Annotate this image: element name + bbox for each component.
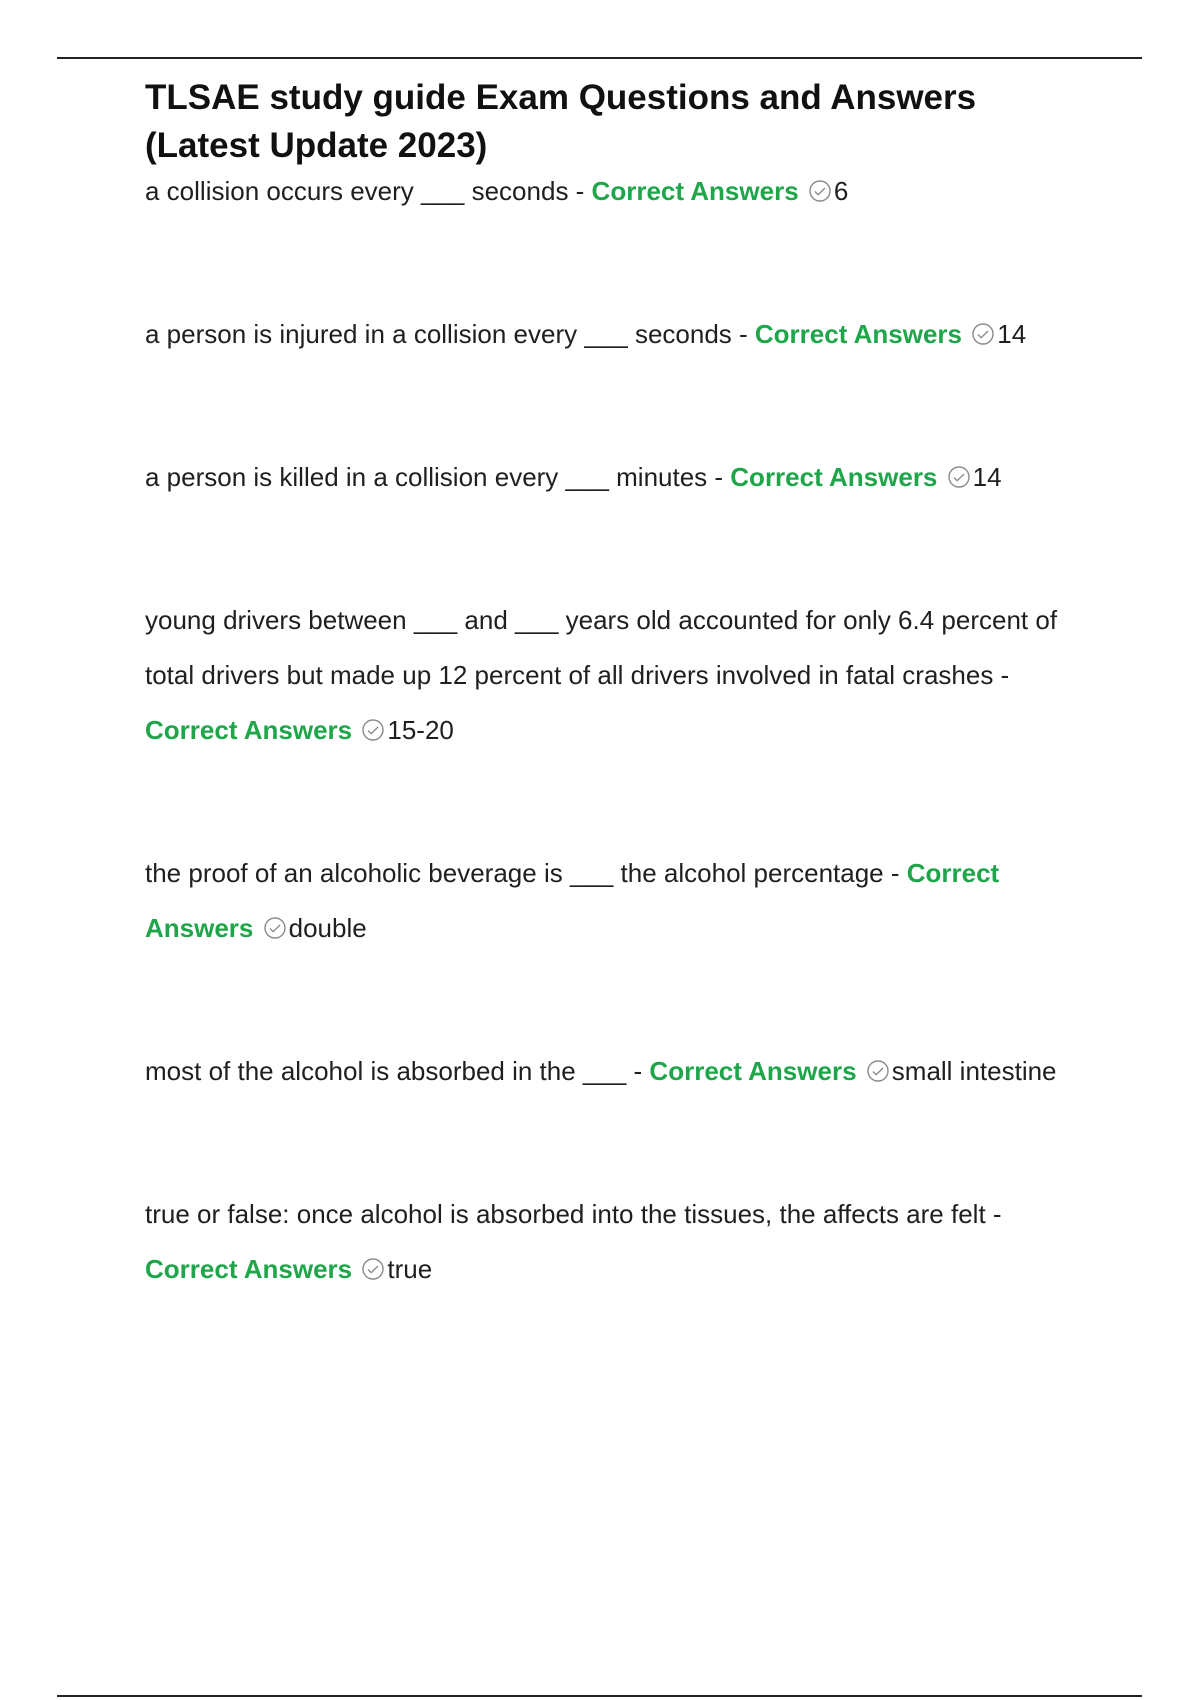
answer-label: Correct Answers — [145, 715, 353, 745]
answer-label: Correct Answers — [649, 1056, 857, 1086]
answer-label: Correct Answers — [730, 462, 938, 492]
question-text: a collision occurs every ___ seconds - — [145, 176, 592, 206]
answer-label: Correct Answers — [145, 1254, 353, 1284]
check-circle-icon — [361, 1257, 385, 1281]
check-circle-icon — [947, 465, 971, 489]
question-text: most of the alcohol is absorbed in the ___ - — [145, 1056, 650, 1086]
document-body — [145, 74, 1095, 1297]
answer-text: double — [288, 913, 367, 943]
qa-item — [145, 846, 1095, 956]
check-circle-icon — [808, 179, 832, 203]
check-circle-icon — [263, 916, 287, 940]
answer-label: Correct Answers — [754, 319, 963, 349]
qa-item — [145, 593, 1095, 758]
qa-item — [145, 164, 1095, 219]
answer-label: Correct Answers — [145, 858, 1000, 943]
document-title: TLSAE study guide Exam Questions and Answers (Latest Update 2023) — [145, 78, 977, 165]
check-circle-icon — [971, 322, 995, 346]
answer-text: 6 — [833, 176, 849, 206]
check-circle-icon — [866, 1059, 890, 1083]
qa-item — [145, 1044, 1095, 1099]
answer-text: 14 — [997, 319, 1027, 349]
qa-item — [145, 1187, 1095, 1297]
question-text: young drivers between ___ and ___ years old accounted for only 6.4 percent of total drivers but made up 12 percent of all drivers involved in fatal crashes - — [145, 605, 1058, 690]
qa-item — [145, 307, 1095, 362]
bottom-rule — [57, 1695, 1142, 1697]
answer-text: true — [387, 1254, 433, 1284]
question-text: true or false: once alcohol is absorbed into the tissues, the affects are felt - — [145, 1199, 1002, 1229]
qa-item — [145, 450, 1095, 505]
question-text: a person is killed in a collision every ___ minutes - — [145, 462, 731, 492]
answer-text: small intestine — [891, 1056, 1057, 1086]
answer-text: 14 — [972, 462, 1002, 492]
question-text: the proof of an alcoholic beverage is ___ the alcohol percentage - — [145, 858, 907, 888]
top-rule — [57, 57, 1142, 59]
answer-text: 15-20 — [387, 715, 454, 745]
check-circle-icon — [361, 718, 385, 742]
answer-label: Correct Answers — [591, 176, 799, 206]
question-text: a person is injured in a collision every ___ seconds - — [145, 319, 755, 349]
